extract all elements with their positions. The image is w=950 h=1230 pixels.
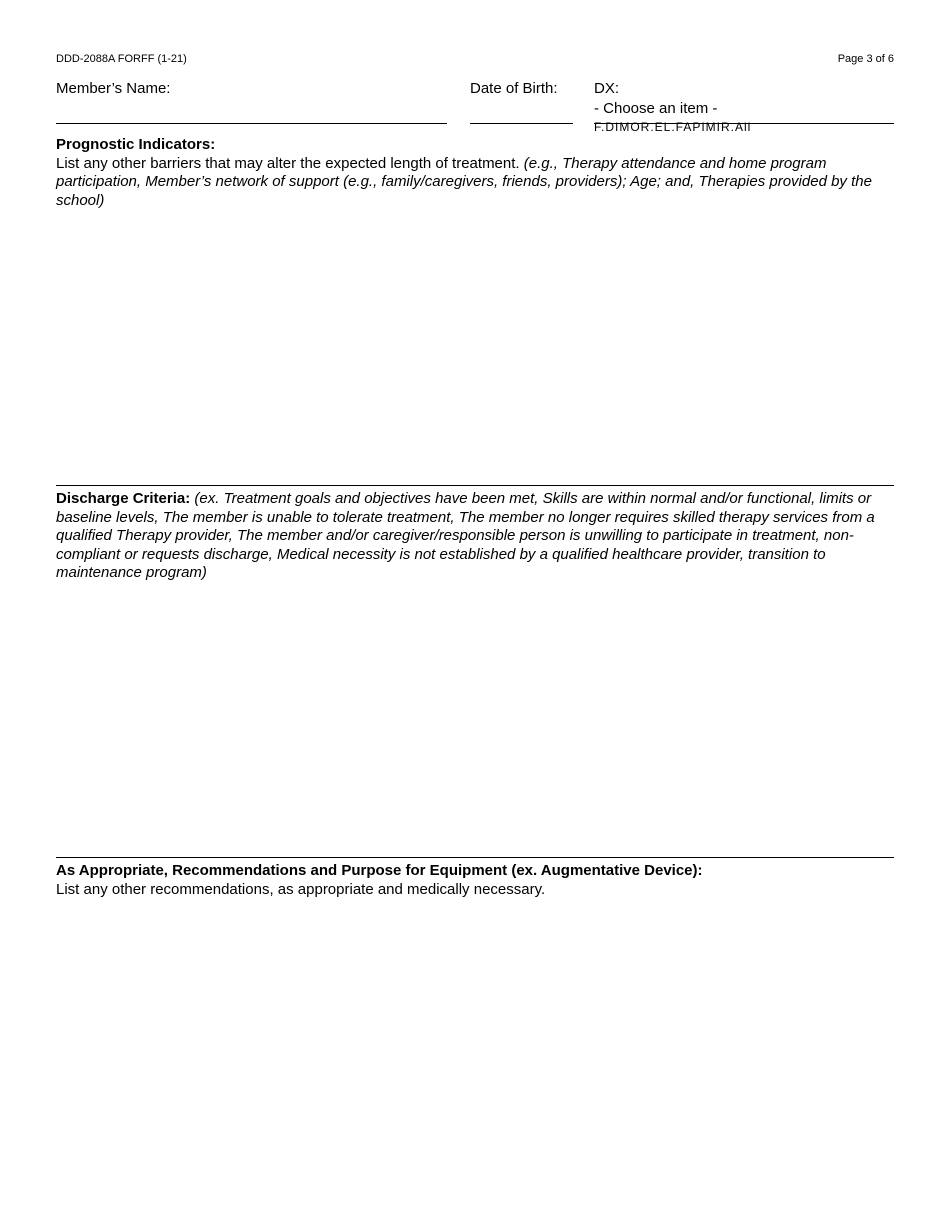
member-name-underline (56, 123, 447, 124)
discharge-response-field[interactable] (56, 590, 898, 854)
dob-field[interactable] (470, 100, 576, 122)
section-divider (56, 485, 894, 486)
member-name-field[interactable] (56, 100, 450, 122)
section-divider (56, 857, 894, 858)
recommendations-intro: List any other recommendations, as appropriate and medically necessary. (56, 880, 546, 898)
form-id: DDD-2088A FORFF (1-21) (56, 53, 187, 65)
dob-underline (470, 123, 573, 124)
prognostic-heading: Prognostic Indicators: (56, 136, 216, 153)
prognostic-response-field[interactable] (56, 214, 898, 482)
dx-clipped-option: F.DIMOR.EL.FAPIMIR.All (594, 120, 752, 134)
dx-underline (594, 123, 894, 124)
recommendations-section (56, 862, 896, 899)
prognostic-description (56, 155, 896, 211)
recommendations-response-field[interactable] (56, 906, 898, 1200)
prognostic-intro: List any other barriers that may alter the expected length of treatment. (56, 154, 520, 172)
discharge-examples: (ex. Treatment goals and objectives have been met, Skills are within normal and/or functional, limits or baseline levels, The member is unable to tolerate treatment, The member no longer requires skilled therapy services from a qualified Therapy provider, The member and/or caregiver/responsible person is unwilling to participate in treatment, non-compliant or requests discharge, Medical necessity is not established by a qualified healthcare provider, transition to maintenance program) (56, 490, 875, 581)
page-number: Page 3 of 6 (837, 53, 894, 65)
discharge-heading: Discharge Criteria: (56, 490, 191, 507)
member-name-label: Member’s Name: (56, 80, 171, 97)
prognostic-examples: (e.g., Therapy attendance and home program participation, Member’s network of support (e.g., family/caregivers, friends, providers); Age; and, Therapies provided by the school) (56, 154, 872, 209)
dx-selected-value: - Choose an item - (594, 100, 718, 117)
discharge-section (56, 490, 896, 583)
recommendations-heading: As Appropriate, Recommendations and Purpose for Equipment (ex. Augmentative Device): (56, 862, 703, 879)
dx-dropdown[interactable] (594, 100, 894, 134)
prognostic-section (56, 136, 896, 210)
dx-label: DX: (594, 80, 620, 97)
dob-label: Date of Birth: (470, 80, 558, 97)
